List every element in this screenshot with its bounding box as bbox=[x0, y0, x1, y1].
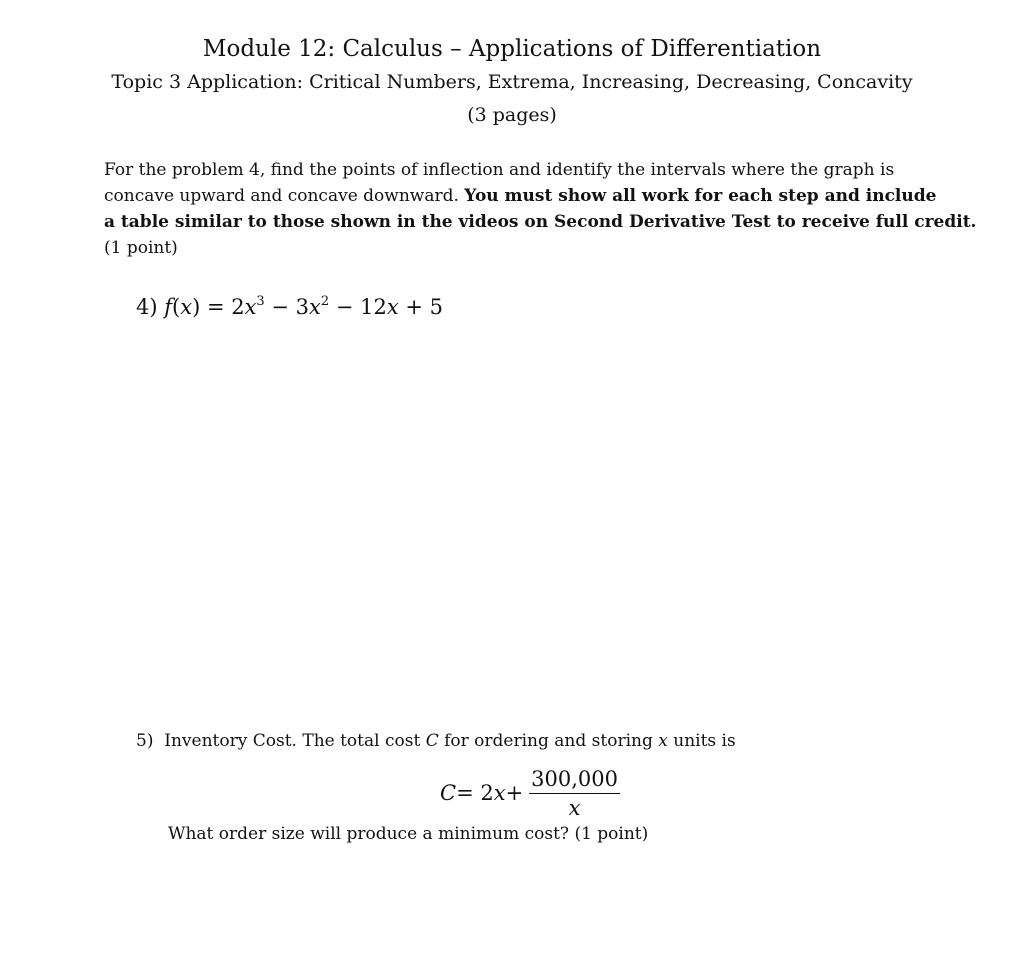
problem-4-x1: x bbox=[244, 295, 257, 319]
instructions-line-2 bbox=[104, 183, 944, 209]
problem-4-variable: x bbox=[180, 295, 193, 319]
page-title: Module 12: Calculus – Applications of Differentiation bbox=[202, 36, 822, 62]
problem-4-x3: x bbox=[386, 295, 399, 319]
problem-4-number: 4) bbox=[136, 295, 158, 319]
problem-5-question: What order size will produce a minimum cost? (1 point) bbox=[168, 824, 649, 844]
problem-5-text-c: units is bbox=[667, 731, 736, 751]
instructions-line-2-normal: concave upward and concave downward. bbox=[104, 186, 465, 206]
problem-4-tail: − 12 bbox=[329, 295, 387, 319]
problem-5-number: 5) bbox=[136, 731, 154, 751]
problem-5-text-b: for ordering and storing bbox=[438, 731, 659, 751]
instructions-line-3: a table similar to those shown in the videos on Second Derivative Test to receive full credit. bbox=[104, 212, 977, 232]
cost-formula-mid: = 2 bbox=[456, 781, 494, 805]
fraction-denominator: x bbox=[568, 795, 581, 820]
problem-4-equation: 4) $f(x) = 2x^3 - 3x^2 - 12x + 5$ bbox=[136, 294, 443, 319]
cost-formula-x: x bbox=[493, 781, 506, 805]
cost-formula bbox=[440, 758, 620, 828]
instructions-paragraph bbox=[104, 157, 977, 261]
instructions-line-2-bold: You must show all work for each step and include bbox=[464, 186, 937, 206]
fraction-numerator: 300,000 bbox=[529, 767, 620, 794]
problem-5-var-x: x bbox=[658, 731, 668, 751]
problem-5-var-c: C bbox=[425, 731, 439, 751]
problem-4-exponent-1: 3 bbox=[256, 294, 265, 309]
problem-4-function-name: f bbox=[164, 295, 173, 319]
problem-4-exponent-2: 2 bbox=[320, 294, 330, 309]
cost-formula-plus: + bbox=[505, 781, 524, 805]
problem-4-end: + 5 bbox=[398, 295, 443, 319]
problem-5-statement bbox=[136, 731, 736, 751]
cost-formula-lhs: C bbox=[440, 781, 457, 805]
cost-formula-fraction bbox=[529, 767, 620, 820]
instructions-line-1: For the problem 4, find the points of inflection and identify the intervals where the graph is bbox=[104, 160, 895, 180]
problem-4-x2: x bbox=[309, 295, 321, 319]
page-subtitle: Topic 3 Application: Critical Numbers, Extrema, Increasing, Decreasing, Concavity bbox=[111, 71, 913, 93]
page-count: (3 pages) bbox=[467, 104, 557, 126]
problem-4-mid: − 3 bbox=[264, 295, 310, 319]
problem-4-lhs-rest: ) = 2 bbox=[192, 295, 245, 319]
problem-5-text-a: Inventory Cost. The total cost bbox=[164, 731, 426, 751]
instructions-line-4: (1 point) bbox=[104, 238, 178, 258]
